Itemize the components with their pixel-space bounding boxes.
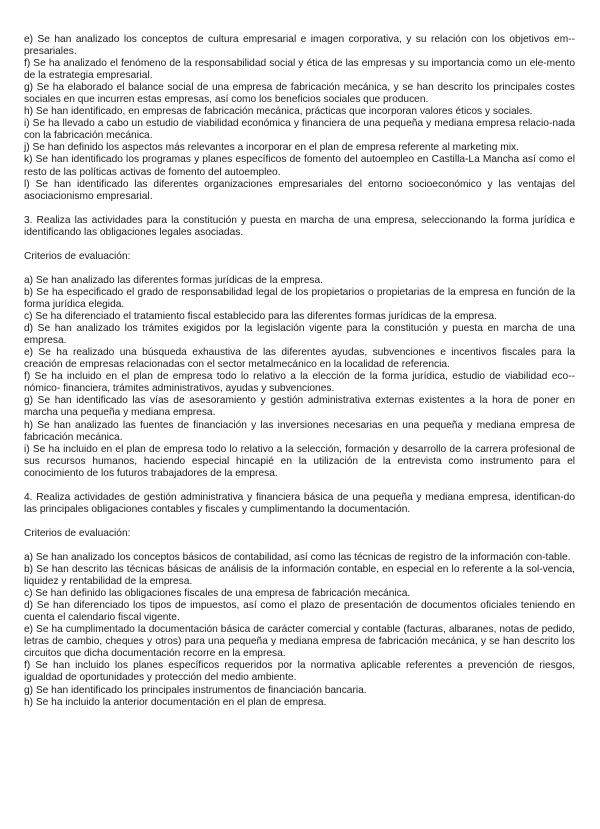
section-4-criterion-f: f) Se han incluido los planes específicos requeridos por la normativa aplicable referentes a prevención de riesgos, igualdad de oportunidades y protección del medio ambiente.: [24, 660, 575, 684]
criterion-g: g) Se ha elaborado el balance social de una empresa de fabricación mecánica, y se han descrito los principales costes sociales en que incurren estas empresas, así como los beneficios sociales que producen.: [24, 82, 575, 106]
section-3-criterion-c: c) Se ha diferenciado el tratamiento fiscal establecido para las diferentes formas jurídicas de la empresa.: [24, 311, 497, 323]
section-4-criterion-c: c) Se han definido las obligaciones fiscales de una empresa de fabricación mecánica.: [24, 588, 411, 600]
section-3-criterion-i: i) Se ha incluido en el plan de empresa todo lo relativo a la selección, formación y desarrollo de la carrera profesional de sus recursos humanos, haciendo especial hincapié en la utilización de la entrevista como instrumento para el conocimiento de los futuros trabajadores de la empresa.: [24, 443, 575, 479]
section-3-criterion-h: h) Se han analizado las fuentes de financiación y las inversiones necesarias en una pequeña y mediana empresa de fabricación mecánica.: [24, 419, 575, 443]
spacer: [24, 480, 575, 492]
spacer: [24, 263, 575, 275]
section-3-criterion-g: g) Se han identificado las vías de asesoramiento y gestión administrativa externas existentes a la hora de poner en marcha una pequeña y mediana empresa.: [24, 395, 575, 419]
section-4-criterion-e: e) Se ha cumplimentado la documentación básica de carácter comercial y contable (facturas, albaranes, notas de pedido, letras de cambio, cheques y otros) para una pequeña y mediana empresa de fabricación mecánica, y se han descrito los circuitos que dicha documentación recorre en la empresa.: [24, 624, 575, 660]
document-page: [24, 34, 575, 709]
criterion-i: i) Se ha llevado a cabo un estudio de viabilidad económica y financiera de una pequeña y mediana empresa relacio-nada con la fabricación mecánica.: [24, 118, 575, 142]
section-3-criterion-a: a) Se han analizado las diferentes formas jurídicas de la empresa.: [24, 274, 323, 286]
section-4-criterion-b: b) Se han descrito las técnicas básicas de análisis de la información contable, en especial en lo referente a la sol-vencia, liquidez y rentabilidad de la empresa.: [24, 564, 575, 588]
section-3-heading: 3. Realiza las actividades para la constitución y puesta en marcha de una empresa, seleccionando la forma jurídica e identificando las obligaciones legales asociadas.: [24, 214, 575, 238]
spacer: [24, 540, 575, 552]
criterion-h: h) Se han identificado, en empresas de fabricación mecánica, prácticas que incorporan valores éticos y sociales.: [24, 106, 533, 118]
section-4-criterion-g: g) Se han identificado los principales instrumentos de financiación bancaria.: [24, 684, 367, 696]
section-3-criterion-f: f) Se ha incluido en el plan de empresa todo lo relativo a la elección de la forma jurídica, estudio de viabilidad eco-nómico- financiera, trámites administrativos, ayudas y subvenciones.: [24, 371, 575, 395]
criterion-j: j) Se han definido los aspectos más relevantes a incorporar en el plan de empresa referente al marketing mix.: [24, 142, 519, 154]
section-4-criterion-d: d) Se han diferenciado los tipos de impuestos, así como el plazo de presentación de documentos oficiales teniendo en cuenta el calendario fiscal vigente.: [24, 600, 575, 624]
section-3-criterion-b: b) Se ha especificado el grado de responsabilidad legal de los propietarios o propietarias de la empresa en función de la forma jurídica elegida.: [24, 286, 575, 311]
section-3-criterion-d: d) Se han analizado los trámites exigidos por la legislación vigente para la constitución y puesta en marcha de una empresa.: [24, 323, 575, 347]
section-4-criterion-a: a) Se han analizado los conceptos básicos de contabilidad, así como las técnicas de registro de la información con-table.: [24, 552, 571, 564]
criterion-e: e) Se han analizado los conceptos de cultura empresarial e imagen corporativa, y su relación con los objetivos em-presariales.: [24, 34, 575, 58]
criterion-l: l) Se han identificado las diferentes organizaciones empresariales del entorno socioeconómico y las ventajas del asociacionismo empresarial.: [24, 178, 575, 202]
spacer: [24, 203, 575, 215]
spacer: [24, 516, 575, 528]
section-4-criterion-h: h) Se ha incluido la anterior documentación en el plan de empresa.: [24, 696, 327, 708]
section-3-criterion-e: e) Se ha realizado una búsqueda exhaustiva de las diferentes ayudas, subvenciones e incentivos fiscales para la creación de empresas relacionadas con el sector metalmecánico en la localidad de referencia.: [24, 347, 575, 371]
section-3-criteria-label: Criterios de evaluación:: [24, 250, 131, 262]
spacer: [24, 239, 575, 251]
section-4-criteria-label: Criterios de evaluación:: [24, 527, 131, 539]
section-4-heading: 4. Realiza actividades de gestión administrativa y financiera básica de una pequeña y mediana empresa, identifican-do las principales obligaciones contables y fiscales y cumplimentando la documentación.: [24, 491, 575, 515]
criterion-k: k) Se han identificado los programas y planes específicos de fomento del autoempleo en Castilla-La Mancha así como el resto de las políticas activas de fomento del autoempleo.: [24, 154, 575, 178]
criterion-f: f) Se ha analizado el fenómeno de la responsabilidad social y ética de las empresas y su importancia como un ele-mento de la estrategia empresarial.: [24, 58, 575, 82]
